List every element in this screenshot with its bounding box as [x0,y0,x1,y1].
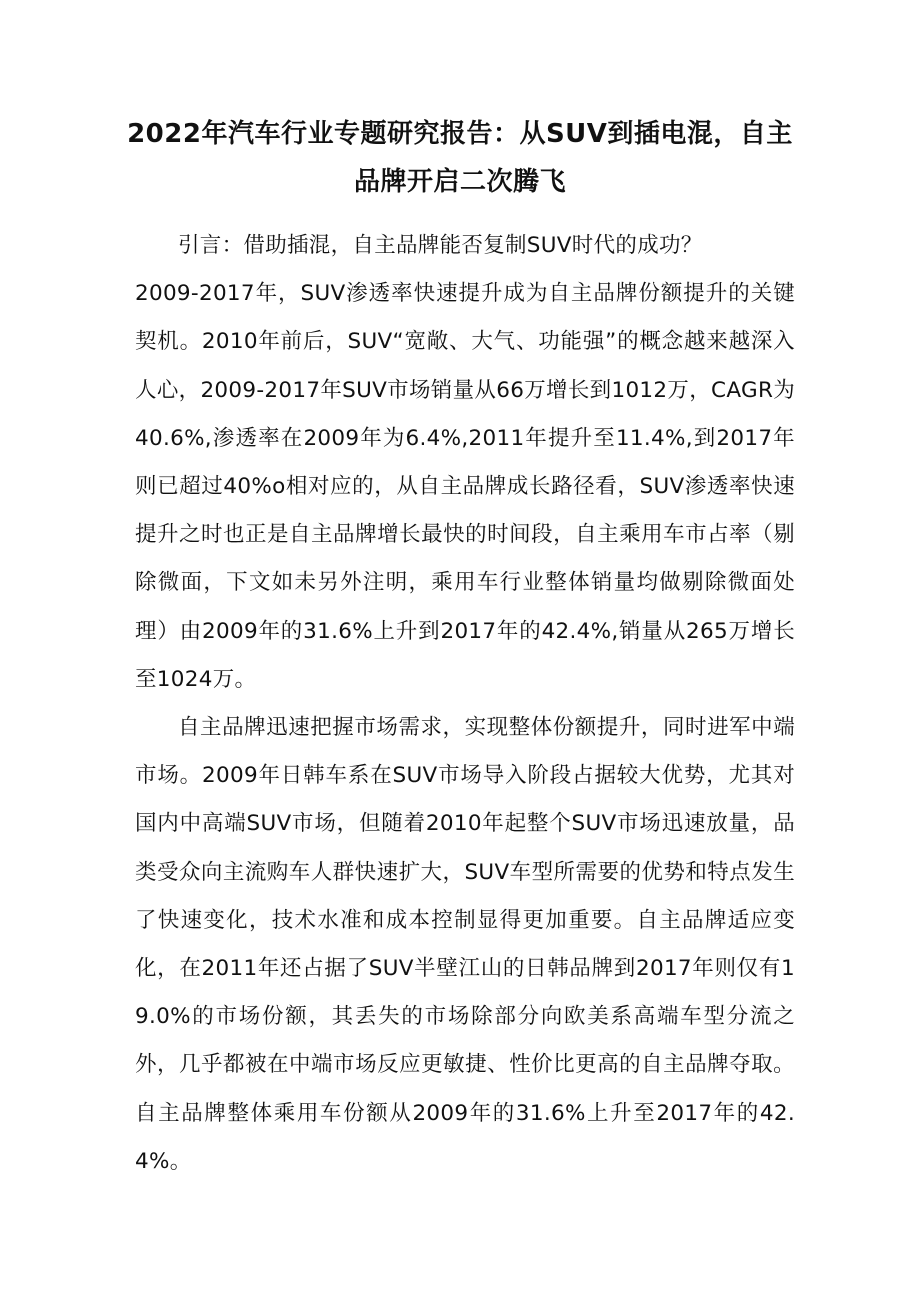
intro-paragraph: 引言：借助插混，自主品牌能否复制SUV时代的成功？ [178,233,703,258]
document-body [135,222,795,1186]
document-title: 2022年汽车行业专题研究报告：从SUV到插电混，自主品牌开启二次腾飞 [127,119,793,197]
body-paragraph-1: 2009-2017年，SUV渗透率快速提升成为自主品牌份额提升的关键契机。2010年前后，SUV“宽敞、大气、功能强”的概念越来越深入人心，2009-2017年SUV市场销量从66万增长到1012万，CAGR为40.6%,渗透率在2009年为6.4%,2011年提升至11.4%,到2017年则已超过40%o相对应的，从自主品牌成长路径看，SUV渗透率快速提升之时也正是自主品牌增长最快的时间段，自主乘用车市占率（剔除微面，下文如未另外注明，乘用车行业整体销量均做剔除微面处理）由2009年的31.6%上升到2017年的42.4%,销量从265万增长至1024万。 [135,281,795,692]
body-paragraph-2: 自主品牌迅速把握市场需求，实现整体份额提升，同时进军中端市场。2009年日韩车系在SUV市场导入阶段占据较大优势，尤其对国内中高端SUV市场，但随着2010年起整个SUV市场迅速放量，品类受众向主流购车人群快速扩大，SUV车型所需要的优势和特点发生了快速变化，技术水准和成本控制显得更加重要。自主品牌适应变化，在2011年还占据了SUV半壁江山的日韩品牌到2017年则仅有19.0%的市场份额，其丢失的市场除部分向欧美系高端车型分流之外，几乎都被在中端市场反应更敏捷、性价比更高的自主品牌夺取。自主品牌整体乘用车份额从2009年的31.6%上升至2017年的42.4%。 [135,715,795,1174]
